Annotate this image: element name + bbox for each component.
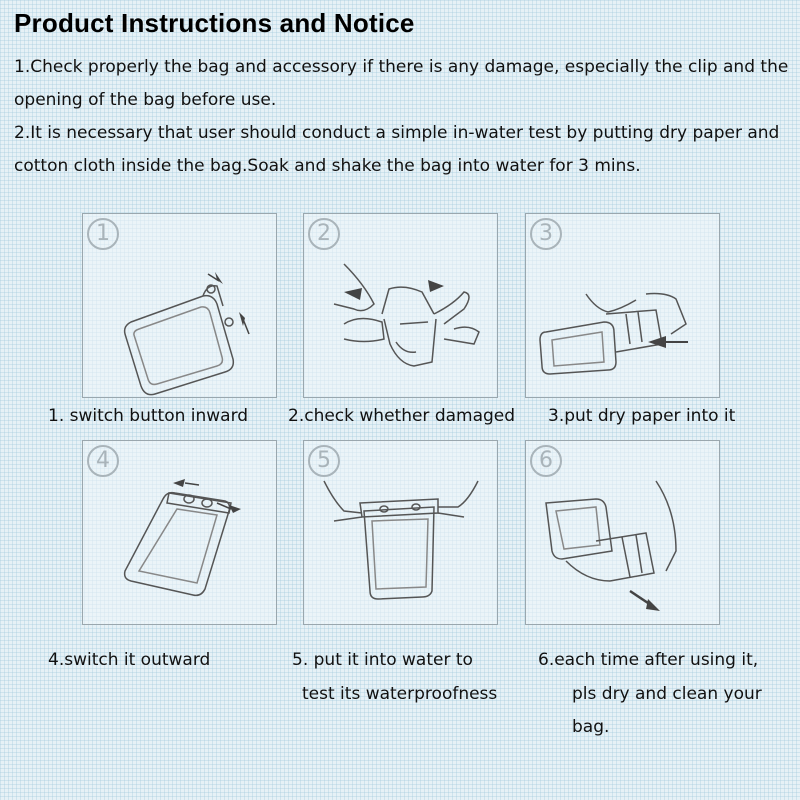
step-5-caption-line-1: 5. put it into water to [292, 650, 473, 670]
step-6-caption-line-2: pls dry and clean your [572, 684, 762, 704]
step-number-2: 2 [308, 218, 340, 250]
step-number-6: 6 [530, 445, 562, 477]
step-2-panel [303, 213, 498, 398]
step-3-caption: 3.put dry paper into it [548, 406, 736, 426]
insert-paper-illustration [526, 214, 721, 399]
step-1-panel [82, 213, 277, 398]
step-number-5: 5 [308, 445, 340, 477]
dry-clean-illustration [526, 441, 721, 626]
step-6-caption-line-1: 6.each time after using it, [538, 650, 759, 670]
step-number-3: 3 [530, 218, 562, 250]
step-5-caption-line-2: test its waterproofness [302, 684, 498, 704]
step-3-panel [525, 213, 720, 398]
step-4-panel [82, 440, 277, 625]
step-6-panel [525, 440, 720, 625]
step-4-caption: 4.switch it outward [48, 650, 211, 670]
step-1-caption: 1. switch button inward [48, 406, 249, 426]
step-number-1: 1 [87, 218, 119, 250]
page-title: Product Instructions and Notice [14, 8, 415, 38]
check-damage-illustration [304, 214, 499, 399]
switch-outward-illustration [83, 441, 278, 626]
notice-paragraph-1: 1.Check properly the bag and accessory if there is any damage, especially the clip and the opening of the bag before use. [14, 57, 789, 110]
step-5-panel [303, 440, 498, 625]
step-number-4: 4 [87, 445, 119, 477]
notice-paragraph-2: 2.It is necessary that user should conduct a simple in-water test by putting dry paper and cotton cloth inside the bag.Soak and shake the bag into water for 3 mins. [14, 123, 780, 176]
water-test-illustration [304, 441, 499, 626]
step-2-caption: 2.check whether damaged [288, 406, 516, 426]
step-6-caption-line-3: bag. [572, 717, 610, 737]
switch-inward-illustration [83, 214, 278, 399]
